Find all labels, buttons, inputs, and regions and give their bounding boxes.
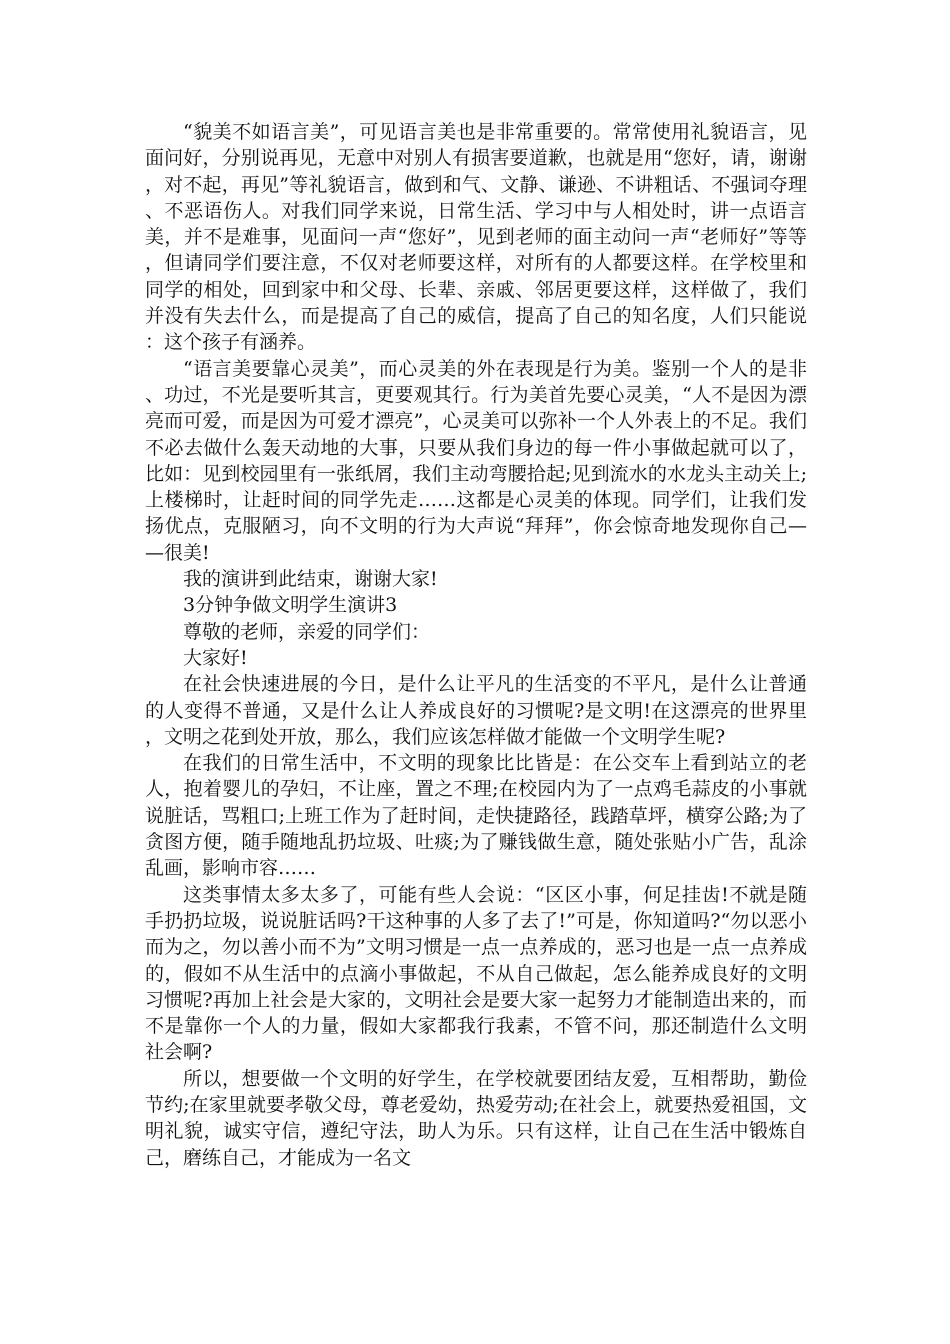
paragraph-soul-beauty: “语言美要靠心灵美”，而心灵美的外在表现是行为美。鉴别一个人的是非、功过，不光是要听其言，更要观其行。行为美首先要心灵美，“人不是因为漂亮而可爱，而是因为可爱才漂亮”，心灵美可以弥补一个人外表上的不足。我们不必去做什么轰天动地的大事，只要从我们身边的每一件小事做起就可以了，比如：见到校园里有一张纸屑，我们主动弯腰拾起;见到流水的水龙头主动关上;上楼梯时，让赶时间的同学先走……这都是心灵美的体现。同学们，让我们发扬优点，克服陋习，向不文明的行为大声说“拜拜”，你会惊奇地发现你自己——很美! xyxy=(145,357,807,564)
paragraph-conclusion: 所以，想要做一个文明的好学生，在学校就要团结友爱，互相帮助，勤俭节约;在家里就要孝敬父母，尊老爱幼，热爱劳动;在社会上，就要热爱祖国，文明礼貌，诚实守信，遵纪守法，助人为乐。只有这样，让自己在生活中锻炼自己，磨练自己，才能成为一名文 xyxy=(145,1067,807,1169)
paragraph-language-beauty: “貌美不如语言美”，可见语言美也是非常重要的。常常使用礼貌语言，见面问好，分别说再见，无意中对别人有损害要道歉，也就是用“您好，请，谢谢，对不起，再见”等礼貌语言，做到和气、文静、谦逊、不讲粗话、不强词夺理、不恶语伤人。对我们同学来说，日常生活、学习中与人相处时，讲一点语言美，并不是难事，见面问一声“您好”，见到老师的面主动问一声“老师好”等等，但请同学们要注意，不仅对老师要这样，对所有的人都要这样。在学校里和同学的相处，回到家中和父母、长辈、亲戚、邻居更要这样，这样做了，我们并没有失去什么，而是提高了自己的威信，提高了自己的知名度，人们只能说：这个孩子有涵养。 xyxy=(145,121,807,354)
greeting-line: 大家好! xyxy=(183,646,248,669)
paragraph-uncivilized-phenomena: 在我们的日常生活中，不文明的现象比比皆是：在公交车上看到站立的老人，抱着婴儿的孕妇，不让座，置之不理;在校园内为了一点鸡毛蒜皮的小事就说脏话，骂粗口;上班工作为了赶时间，走快捷路径，践踏草坪，横穿公路;为了贪图方便，随手随地乱扔垃圾、吐痰;为了赚钱做生意，随处张贴小广告，乱涂乱画，影响市容…… xyxy=(145,752,807,880)
paragraph-intro: 在社会快速进展的今日，是什么让平凡的生活变的不平凡，是什么让普通的人变得不普通，又是什么让人养成良好的习惯呢?是文明!在这漂亮的世界里，文明之花到处开放，那么，我们应该怎样做才能做一个文明学生呢? xyxy=(145,673,807,748)
speech-heading: 3分钟争做文明学生演讲3 xyxy=(183,594,398,617)
closing-line: 我的演讲到此结束，谢谢大家! xyxy=(183,568,438,591)
document-page xyxy=(145,119,807,1171)
paragraph-small-things: 这类事情太多太多了，可能有些人会说：“区区小事，何足挂齿!不就是随手扔扔垃圾，说说脏话吗?干这种事的人多了去了!”可是，你知道吗?“勿以恶小而为之，勿以善小而不为”文明习惯是一点一点养成的，恶习也是一点一点养成的，假如不从生活中的点滴小事做起，不从自己做起，怎么能养成良好的文明习惯呢?再加上社会是大家的，文明社会是要大家一起努力才能制造出来的，而不是靠你一个人的力量，假如大家都我行我素，不管不问，那还制造什么文明社会啊? xyxy=(145,883,807,1064)
salutation-line: 尊敬的老师，亲爱的同学们： xyxy=(183,620,431,643)
